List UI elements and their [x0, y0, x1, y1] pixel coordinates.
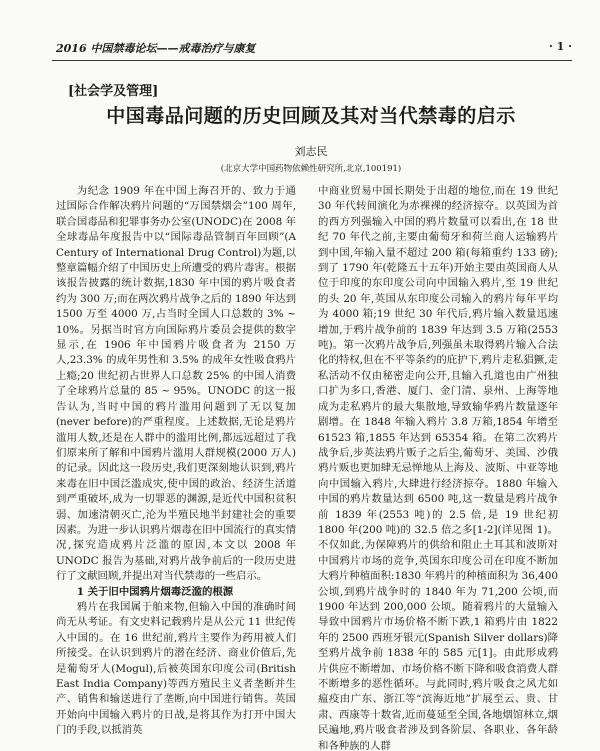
running-head: 2016 中国禁毒论坛——戒毒治疗与康复 [56, 42, 256, 55]
section-tag: [社会学及管理] [68, 84, 159, 99]
left-column [56, 184, 296, 751]
affiliation: (北京大学中国药物依赖性研究所,北京,100191) [220, 164, 402, 174]
page-number: · 1 · [549, 40, 572, 53]
author: 刘志民 [294, 145, 328, 158]
article-title: 中国毒品问题的历史回顾及其对当代禁毒的启示 [106, 105, 516, 127]
body-paragraph: 为纪念 1909 年在中国上海召开的、致力于通过国际合作解决鸦片问题的“万国禁烟会”100 周年,联合国毒品和犯罪事务办公室(UNODC)在 2008 年全球毒品年度报告中以“国际毒品管制百年回顾”(A Century of International Drug Control)为题,以整章篇幅介绍了中国历史上所遭受的鸦片毒害。根据该报告披露的统计数据,1830 年中国的鸦片吸食者约为 300 万;而在两次鸦片战争之后的 1890 年达到 1500 万至 4000 万,占当时全国人口总数的 3% ~ 10%。另据当时官方向国际鸦片委员会提供的数字显示,在 1906 年中国鸦片吸食者为 2150 万人,23.3% 的成年男性和 3.5% 的成年女性吸食鸦片上瘾;20 世纪初占世界人口总数 25% 的中国人消费了全球鸦片总量的 85 ~ 95%。UNODC 的这一报告认为,当时中国的鸦片滥用问题到了无以复加(never before)的严重程度。上述数据,无论是鸦片滥用人数,还是在人群中的滥用比例,都远远超过了我们原来所了解和中国鸦片滥用人群规模(2000 万人)的记录。因此这一段历史,我们更深刻地认识到,鸦片来毒在旧中国泛滥成灾,使中国的政治、经济生活道到严重破坏,成为一切罪恶的渊源,是近代中国积贫积弱、加速清朝灭亡,沦为半殖民地半封建社会的重要因素。为进一步认识鸦片烟毒在旧中国流行的真实情况,探究造成鸦片泛滥的原因,本文以 2008 年 UNODC 报告为基础,对鸦片战争前后的一段历史进行了文献回顾,并提出对当代禁毒的一些启示。 [56, 185, 296, 583]
section-heading: 1 关于旧中国鸦片烟毒泛滥的根源 [76, 585, 234, 598]
body-paragraph: 中商业贸易中国长期处于出超的地位,而在 19 世纪 30 年代转间演化为赤裸裸的经济掠夺。以英国为首的西方列强输入中国的鸦片数量可以看出,在 18 世纪 70 年代之前,主要由葡萄牙和荷兰商人运输鸦片到中国,年输入量不超过 200 箱(每箱重约 133 磅);到了 1790 年(乾隆五十五年)开始主要由英国商人从位于印度的东印度公司向中国输入鸦片,至 19 世纪的头 20 年,英国从东印度公司输入的鸦片每年平均为 4000 箱;19 世纪 30 年代后,鸦片输入数量迅速增加,于鸦片战争前的 1839 年达到 3.5 万箱(2553 吨)。第一次鸦片战争后,列强虽未取得鸦片输入合法化的特权,但在不平等条约的庇护下,鸦片走私猖獗,走私活动不仅由秘密走向公开,且输入孔道也由广州独口扩为多口,香港、厦门、金门清、泉州、上海等地成为走私鸦片的最大集散地,导致输华鸦片数量逐年剧增。在 1848 年输入鸦片 3.8 万箱,1854 年增至 61523 箱,1855 年达到 65354 箱。在第二次鸦片战争后,步英法鸦片贩子之后尘,葡萄牙、美国、沙俄鸦片贩也更加肆无忌惮地从上海及、波斯、中亚等地向中国输入鸦片,大肆进行经济掠夺。1880 年输入中国的鸦片数量达到 6500 吨,这一数量是鸦片战争前 1839 年(2553 吨)的 2.5 倍,是 19 世纪初 1800 年(200 吨)的 32.5 倍之多[1-2](详见图 1)。不仅如此,为保障鸦片的供给和阻止土耳其和波斯对中国鸦片市场的竞争,英国东印度公司在印度不断加大鸦片种植面积:1830 年鸦片的种植面积为 36,400 公顷,到鸦片战争时的 1840 年为 71,200 公顷,而 1900 年达到 200,000 公顷。随着鸦片的大量输入导致中国鸦片市场价格不断下跌,1 箱鸦片由 1822 年的 2500 西班牙银元(Spanish Silver dollars)降至鸦片战争前 1838 年的 585 元[1]。由此形成鸦片供应不断增加、市场价格不断下降和吸食消费人群不断增多的恶性循环。与此同时,鸦片吸食之风尤如瘟疫由广东、浙江等“滨海近地”扩展至云、贵、甘肃、西康等十数省,近而蔓延至全国,各地烟馆林立,烟民遍地,鸦片吸食者涉及到各阶层、各职业、各年龄和各种族的人群 [318, 185, 558, 751]
right-column [318, 184, 558, 751]
body-paragraph: 鸦片在我国属于舶来物,但输入中国的准确时间尚无从考证。有文史料记载鸦片是从公元 11 世纪传入中国的。在 16 世纪前,鸦片主要作为药用被人们所接受。在认识到鸦片的潜在经济、商业价值后,先是葡萄牙人(Mogul),后被英国东印度公司(British East India Company)等西方殖民主义者垄断并生产、销售和输送进行了垄断,向中国进行销售。英国开始向中国输入鸦片的日战,是将其作为打开中国大门的手段,以抵消英 [56, 600, 296, 737]
